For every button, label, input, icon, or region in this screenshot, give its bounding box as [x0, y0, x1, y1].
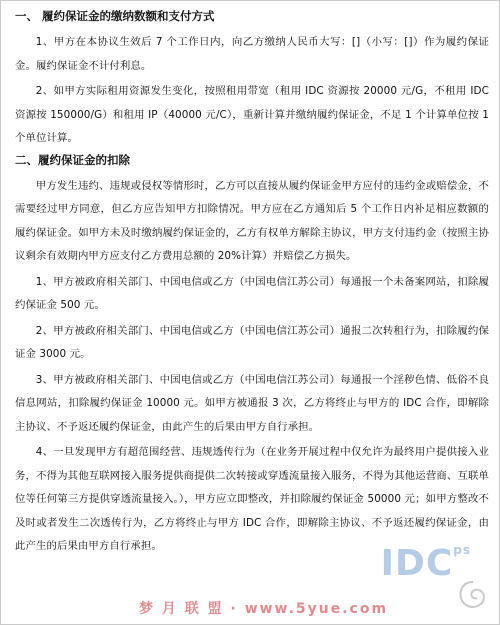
site-watermark: 梦 月 联 盟 · www.5yue.com: [139, 601, 389, 617]
section-2-paragraph-2: 2、甲方被政府相关部门、中国电信或乙方（中国电信江苏公司）通报二次转租行为，扣除履约保证金 3000 元。: [15, 324, 489, 360]
swirl-icon: [455, 578, 491, 614]
idc-logo-suffix: ps: [453, 543, 471, 557]
idc-logo-text: IDC: [380, 543, 454, 584]
section-2-paragraph-intro: 甲方发生违约、违规或侵权等情形时，乙方可以直接从履约保证金甲方应付的违约金或赔偿金，不需要经过甲方同意，但乙方应告知甲方扣除情况。甲方应在乙方通知后 5 个工作日内补足相应数额的履约保证金。如甲方未及时缴纳履约保证金的，乙方有权单方解除主协议，甲方支付违约金（按照主协议剩余有效期内甲方应支付乙方费用总额的 20%计算）并赔偿乙方损失。: [15, 179, 489, 262]
section-1-paragraph-1: 1、甲方在本协议生效后 7 个工作日内，向乙方缴纳人民币大写：[]（小写：[]）作为履约保证金。履约保证金不计付利息。: [15, 36, 489, 72]
section-2-paragraph-1: 1、甲方被政府相关部门、中国电信或乙方（中国电信江苏公司）每通报一个未备案网站，扣除履约保证金 500 元。: [15, 275, 489, 311]
document-content: [15, 9, 489, 561]
section-2-title: 二、履约保证金的扣除: [15, 152, 130, 167]
section-2-paragraph-3: 3、甲方被政府相关部门、中国电信或乙方（中国电信江苏公司）每通报一个淫秽色情、低俗不良信息网站，扣除履约保证金 10000 元。如甲方被通报 3 次，乙方将终止与甲方的 IDC 合作，即解除主协议、不予返还履约保证金，由此产生的后果由甲方自行承担。: [15, 373, 489, 433]
section-1-paragraph-2: 2、如甲方实际租用资源发生变化，按照租用带宽（租用 IDC 资源按 20000 元/G，不租用 IDC 资源按 150000/G）和租用 IP（40000 元/C），重新计算并缴纳履约保证金，不足 1 个计算单位按 1 个单位计算。: [15, 85, 489, 144]
section-2-paragraph-4: 4、一旦发现甲方有超范围经营、违规透传行为（在业务开展过程中仅允许为最终用户提供接入业务，不得为其他互联网接入服务提供商提供二次转接或穿透流量接入服务，不得为其他运营商、互联单位等任何第三方提供穿透流量接入。），甲方应立即整改，并扣除履约保证金 50000 元；如甲方整改不及时或者发生二次透传行为，乙方将终止与甲方 IDC 合作，即解除主协议、不予返还履约保证金，由此产生的后果由甲方自行承担。: [15, 446, 489, 552]
section-1-title: 一、 履约保证金的缴纳数额和支付方式: [15, 9, 215, 23]
